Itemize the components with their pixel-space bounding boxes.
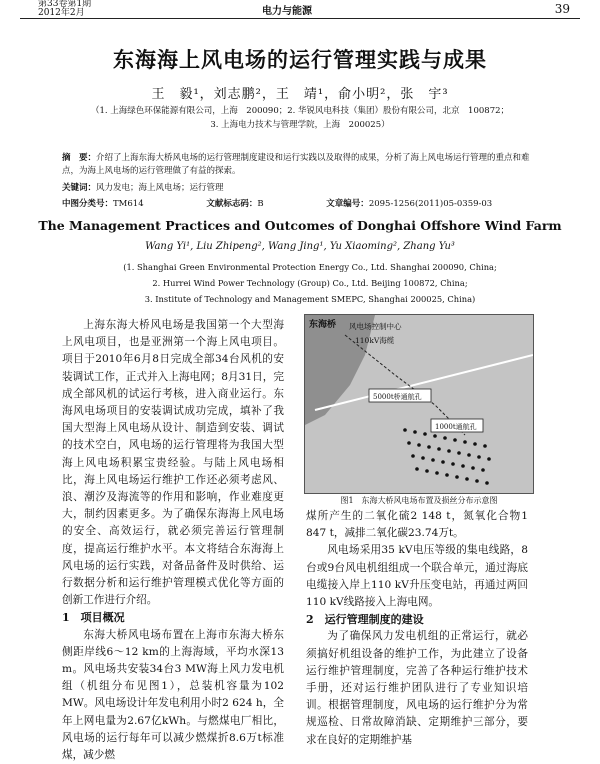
keywords-label: 关键词： <box>62 183 97 193</box>
doc-code-label: 文献标志码： <box>206 199 258 209</box>
issue-date: 2012年2月 <box>38 8 85 18</box>
turbine <box>437 447 441 451</box>
turbine <box>411 454 415 458</box>
issue-info <box>38 0 91 18</box>
affiliation-line-1: （1. 上海绿色环保能源有限公司，上海 200090；2. 华锐风电科技（集团）股份有限公司，北京 100872； <box>90 106 510 116</box>
turbine <box>483 444 487 448</box>
section-1-paragraph: 东海大桥风电场布置在上海市东海大桥东侧距岸线6～12 km的上海海域，平均水深13 m。风电场共安装34台3 MW海上风力发电机组（机组分布见图1），总装机容量为102 MW。风电场设计年发电利用小时2 624 h，全年上网电量为2.67亿kWh。与燃煤电厂相比，风电场的运行每年可以减少燃煤折8.6万t标准煤，减少燃 <box>62 628 284 762</box>
affiliations <box>60 104 540 132</box>
turbine <box>441 460 445 464</box>
abstract-text: 介绍了上海东海大桥风电场的运行管理制度建设和运行实践以及取得的成果，分析了海上风电场运行管理的重点和难点，为海上风电场的运行管理做了有益的探索。 <box>62 153 530 176</box>
turbine <box>421 456 425 460</box>
turbine <box>403 428 407 432</box>
turbine <box>415 467 419 471</box>
english-title: The Management Practices and Outcomes of Donghai Offshore Wind Farm <box>38 218 562 233</box>
turbine <box>451 462 455 466</box>
english-affiliation-3: 3. Institute of Technology and Management SMEPC, Shanghai 200025, China) <box>144 294 476 304</box>
wind-farm-map <box>305 315 533 493</box>
right-paragraph-2: 风电场采用35 kV电压等级的集电线路，8台或9台风电机组组成一个联合单元，通过海底电缆接入岸上110 kV升压变电站，再通过两回110 kV线路接入上海电网。 <box>306 544 528 609</box>
clc-value: TM614 <box>113 199 144 209</box>
turbine <box>487 457 491 461</box>
turbine <box>443 436 447 440</box>
turbine <box>473 442 477 446</box>
intro-paragraph: 上海东海大桥风电场是我国第一个大型海上风电项目，也是亚洲第一个海上风电项目。项目于2010年6月8日完成全部34台风机的安装调试工作，正式并入上海电网；8月31日，完成全部风机的试运行考核，进入商业运行。东海风电场项目的安装调试成功完成，填补了我国大型海上风电场从设计、制造到安装、调试的技术空白，风电场的运行管理将为我国大型海上风电场积累宝贵经验。与陆上风电场相比，海上风电场运行维护工作还必须考虑风、浪、潮汐及海流等的作用和影响，作业难度更大，制约因素更多。为了确保东海海上风电场的安全、高效运行，就必须完善运行管理制度，提高运行维护水平。本文将结合东海海上风电场的运行实践，对备品备件及时供给、运行数据分析和运行维护管理模式优化等方面的创新工作进行介绍。 <box>62 319 284 607</box>
issue-volume: 第33卷第1期 <box>38 0 92 9</box>
turbine <box>427 445 431 449</box>
turbine <box>423 432 427 436</box>
turbine <box>465 477 469 481</box>
turbine <box>457 451 461 455</box>
left-column <box>62 317 284 764</box>
turbine <box>485 481 489 485</box>
article-title: 东海海上风电场的运行管理实践与成果 <box>113 47 487 72</box>
turbine <box>413 430 417 434</box>
figure-1-caption: 图1 东海大桥风电场布置及损丝分布示意图 <box>340 496 498 505</box>
map-title-label: 东海桥 <box>309 320 337 330</box>
submarine-cable-label: 110kV海缆 <box>355 336 395 345</box>
turbine <box>455 475 459 479</box>
turbine <box>431 458 435 462</box>
right-column <box>306 508 528 749</box>
section-2-paragraph: 为了确保风力发电机组的正常运行，就必须搞好机组设备的维护工作，为此建立了设备运行维护管理制度，完善了各种运行维护技术手册，还对运行维护团队进行了专业知识培训。根据管理制度，风电场的运行维护分为常规巡检、日常故障消缺、定期维护三部分，要求在良好的定期维护基 <box>306 630 528 746</box>
turbine <box>477 455 481 459</box>
english-affiliation-1: (1. Shanghai Green Environmental Protection Energy Co., Ltd. Shanghai 200090, China; <box>123 262 497 272</box>
turbine <box>447 449 451 453</box>
journal-name: 电力与能源 <box>262 6 312 17</box>
turbine <box>435 471 439 475</box>
turbine <box>425 469 429 473</box>
turbine <box>433 434 437 438</box>
turbine <box>461 464 465 468</box>
channel-1000-label: 1000t通航孔 <box>435 423 477 431</box>
turbine <box>481 468 485 472</box>
english-affiliations <box>70 259 550 307</box>
article-no-label: 文章编号： <box>326 199 369 209</box>
turbine <box>467 453 471 457</box>
abstract <box>62 152 534 178</box>
section-2-heading: 2 运行管理制度的建设 <box>306 613 424 627</box>
doc-code-value: B <box>257 199 264 209</box>
english-affiliation-2: 2. Hurrei Wind Power Technology (Group) Co., Ltd. Beijing 100872, China; <box>152 278 468 288</box>
abstract-label: 摘 要： <box>62 153 97 163</box>
page-number: 39 <box>554 2 570 16</box>
channel-5000-label: 5000t桥通航孔 <box>373 393 422 401</box>
turbine <box>475 479 479 483</box>
control-center-label: 风电场控制中心 <box>349 322 402 331</box>
turbine <box>453 438 457 442</box>
article-no-value: 2095-1256(2011)05-0359-03 <box>368 199 493 209</box>
classification-line <box>62 197 570 209</box>
clc-label: 中图分类号： <box>62 199 114 209</box>
turbine <box>417 443 421 447</box>
turbine <box>407 441 411 445</box>
article-authors: 王 毅¹，刘志鹏²，王 靖¹，俞小明²，张 宇³ <box>151 87 449 102</box>
turbine <box>463 440 467 444</box>
turbine <box>471 466 475 470</box>
keywords <box>62 181 534 193</box>
right-continuation-paragraph: 煤所产生的二氧化硫2 148 t，氮氧化合物1 847 t，减排二氧化碳23.74万t。 <box>306 510 528 540</box>
figure-1-map <box>304 314 534 494</box>
turbine <box>445 473 449 477</box>
keywords-text: 风力发电；海上风电场；运行管理 <box>96 183 224 193</box>
english-authors: Wang Yi¹, Liu Zhipeng², Wang Jing¹, Yu Xiaoming², Zhang Yu³ <box>145 241 455 252</box>
section-1-heading: 1 项目概况 <box>62 611 125 625</box>
affiliation-line-2: 3. 上海电力技术与管理学院，上海 200025） <box>210 120 390 130</box>
header-rule <box>20 18 580 19</box>
